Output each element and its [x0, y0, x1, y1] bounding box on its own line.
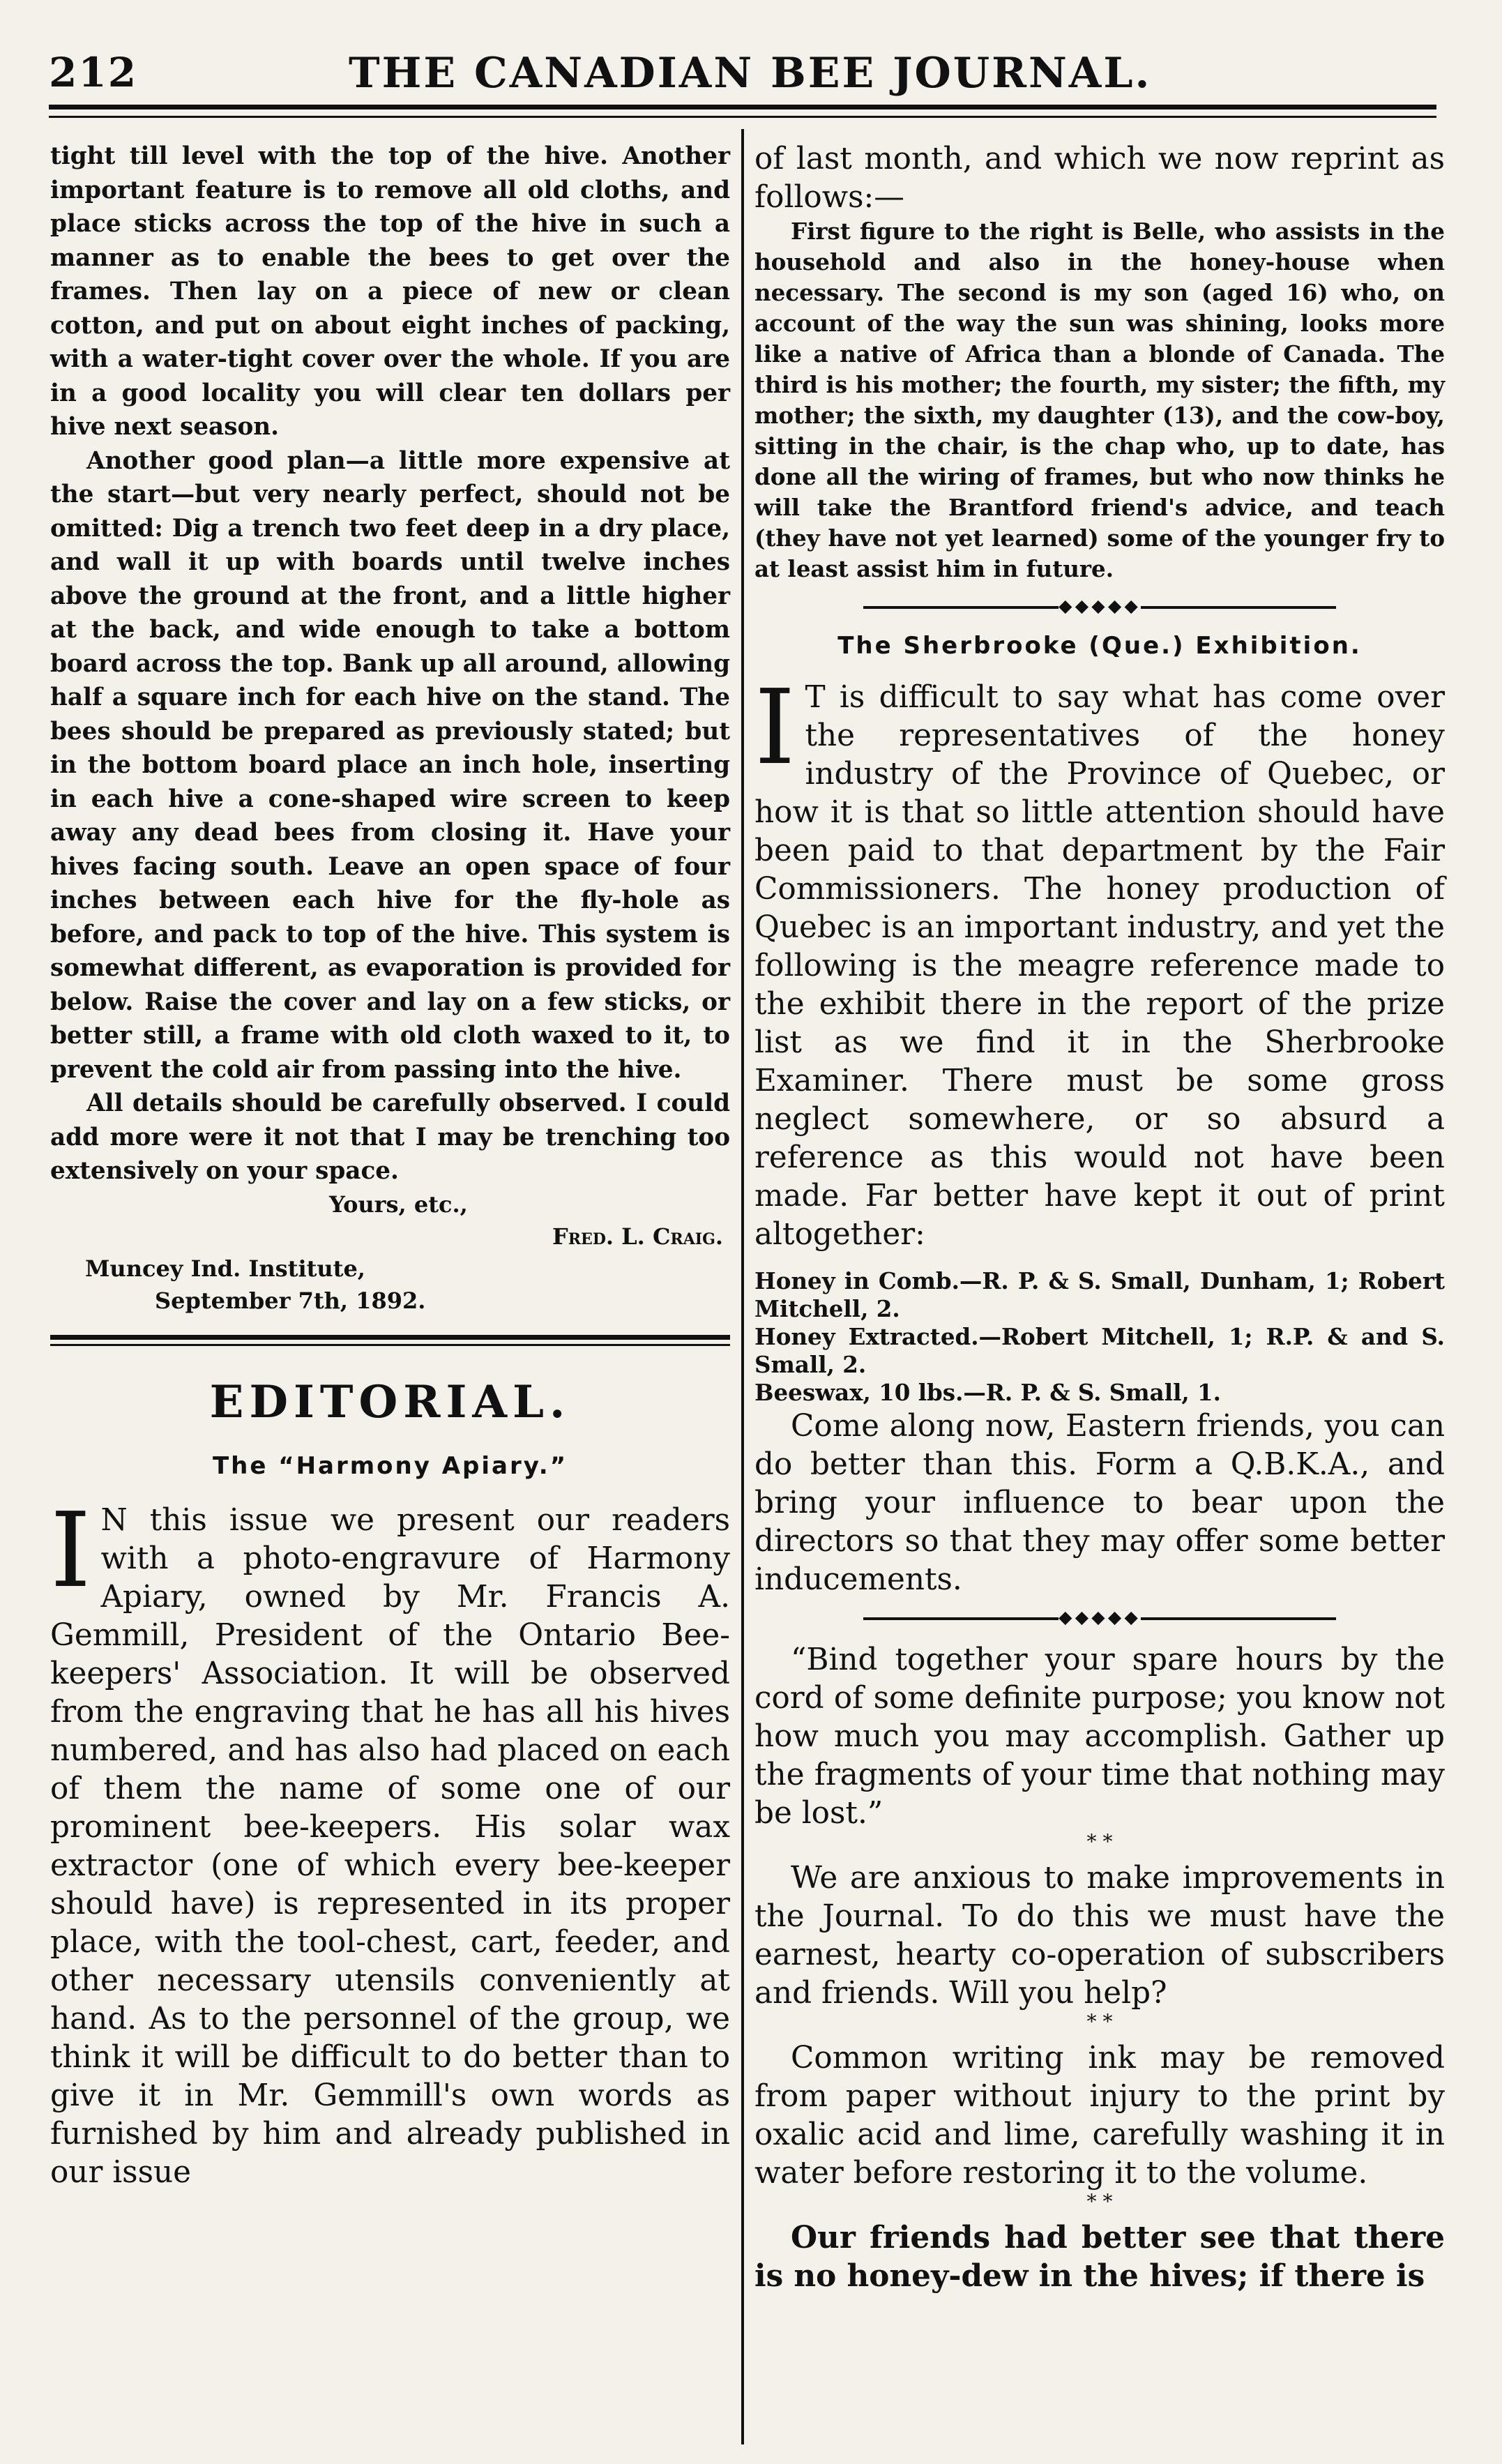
come-along-paragraph: Come along now, Eastern friends, you can do better than this. Form a Q.B.K.A., and bring your influence to bear upon the directors so that they may offer some better inducements. — [754, 1408, 1445, 1597]
asterism: * * — [1086, 1830, 1113, 1853]
honey-dew-paragraph: Our friends had better see that there is no honey-dew in the hives; if there is — [754, 2220, 1445, 2294]
harmony-apiary-heading: The “Harmony Apiary.” — [212, 1451, 568, 1480]
ornament-glyph: ⬥⬥⬥⬥⬥ — [1058, 1605, 1141, 1628]
ornament-divider — [754, 594, 1445, 618]
prize-beeswax: Beeswax, 10 lbs.—R. P. & S. Small, 1. — [754, 1379, 1221, 1406]
reprint-intro: of last month, and which we now reprint as follows:— — [754, 141, 1445, 215]
letter-paragraph-3: All details should be carefully observed. I could add more were it not that I may be trenching too extensively on your space. — [50, 1089, 730, 1185]
drop-cap: I — [754, 667, 796, 787]
asterism: * * — [1086, 2010, 1113, 2033]
signer-place: Muncey Ind. Institute, — [85, 1255, 365, 1282]
harmony-apiary-body: N this issue we present our readers with a photo-engravure of Harmony Apiary, owned by Mr. Francis A. Gemmill, President of the Ontario Bee-keepers' Association. It will be observed from the engraving that he has all his hives numbered, and has also had placed on each of them the name of some one of our prominent bee-keepers. His solar wax extractor (one of which every bee-keeper should have) is represented in its proper place, with the tool-chest, cart, feeder, and other necessary utensils conveniently at hand. As to the personnel of the group, we think it will be difficult to do better than to give it in Mr. Gemmill's own words as furnished by him and already published in our issue — [50, 1502, 730, 2190]
left-column — [50, 139, 730, 2191]
signer-name: Fred. L. Craig. — [552, 1223, 723, 1250]
page-number: 212 — [49, 49, 138, 96]
harmony-apiary-article — [50, 1490, 730, 2191]
sherbrooke-article — [754, 667, 1445, 1253]
letter-paragraph-1: tight till level with the top of the hive. Another important feature is to remove all old cloths, and place sticks across the top of the hive in such a manner as to enable the bees to get over the frames. Then lay on a piece of new or clean cotton, and put on about eight inches of packing, with a water-tight cover over the whole. If you are in a good locality you will clear ten dollars per hive next season. — [50, 142, 730, 441]
running-header — [49, 14, 1436, 105]
header-rule-thick — [49, 105, 1436, 109]
ink-removal-paragraph: Common writing ink may be removed from paper without injury to the print by oxalic acid and lime, carefully washing it in water before restoring it to the volume. — [754, 2040, 1445, 2191]
editorial-heading: EDITORIAL. — [209, 1375, 571, 1428]
sherbrooke-heading: The Sherbrooke (Que.) Exhibition. — [837, 632, 1362, 660]
prize-honey-comb: Honey in Comb.—R. P. & S. Small, Dunham, 1; Robert Mitchell, 2. — [754, 1267, 1445, 1322]
right-column — [754, 139, 1445, 2295]
sherbrooke-body: T is difficult to say what has come over the representatives of the honey industry of the Province of Quebec, or how it is that so little attention should have been paid to that department by the Fair Commissioners. The honey production of Quebec is an important industry, and yet the following is the meagre reference made to the exhibit there in the report of the prize list as we find it in the Sherbrooke Examiner. There must be some gross neglect somewhere, or so absurd a reference as this would not have been made. Far better have kept it out of print altogether: — [754, 679, 1445, 1252]
gemmill-quote: First figure to the right is Belle, who assists in the household and also in the honey-house when necessary. The second is my son (aged 16) who, on account of the way the sun was shining, looks more like a native of Africa than a blonde of Canada. The third is his mother; the fourth, my sister; the fifth, my mother; the sixth, my daughter (13), and the cow-boy, sitting in the chair, is the chap who, up to date, has done all the wiring of frames, but who now thinks he will take the Brantford friend's advice, and teach (they have not yet learned) some of the younger fry to at least assist him in future. — [754, 218, 1445, 582]
section-rule-thick — [50, 1335, 730, 1340]
letter-signature — [50, 1188, 730, 1317]
drop-cap: I — [50, 1490, 91, 1610]
bind-together-quote: “Bind together your spare hours by the cord of some definite purpose; you know not how much you may accomplish. Gather up the fragments of your time that nothing may be lost.” — [754, 1642, 1445, 1831]
letter-paragraph-2: Another good plan—a little more expensive at the start—but very nearly perfect, should not be omitted: Dig a trench two feet deep in a dry place, and wall it up with boards until twelve inches above the ground at the front, and a little higher at the back, and wide enough to take a bottom board across the top. Bank up all around, allowing half a square inch for each hive on the stand. The bees should be prepared as previously stated; but in the bottom board place an inch hole, inserting in each hive a cone-shaped wire screen to keep away any dead bees from closing it. Have your hives facing south. Leave an open space of four inches between each hive for the fly-hole as before, and pack to top of the hive. This system is somewhat different, as evaporation is provided for below. Raise the cover and lay on a few sticks, or better still, a frame with old cloth waxed to it, to prevent the cold air from passing into the hive. — [50, 446, 730, 1084]
journal-title: THE CANADIAN BEE JOURNAL. — [349, 49, 1152, 98]
ornament-divider — [754, 1605, 1445, 1629]
ornament-glyph: ⬥⬥⬥⬥⬥ — [1058, 594, 1141, 617]
header-rule-thin — [49, 116, 1436, 118]
column-divider — [741, 129, 744, 2444]
letter-date: September 7th, 1892. — [155, 1287, 426, 1314]
prize-list — [754, 1267, 1445, 1407]
asterism: * * — [1086, 2190, 1113, 2213]
improvements-paragraph: We are anxious to make improvements in the Journal. To do this we must have the earnest, hearty co-operation of subscribers and friends. Will you help? — [754, 1860, 1445, 2011]
prize-honey-extracted: Honey Extracted.—Robert Mitchell, 1; R.P. & and S. Small, 2. — [754, 1323, 1445, 1378]
closing: Yours, etc., — [329, 1191, 468, 1218]
